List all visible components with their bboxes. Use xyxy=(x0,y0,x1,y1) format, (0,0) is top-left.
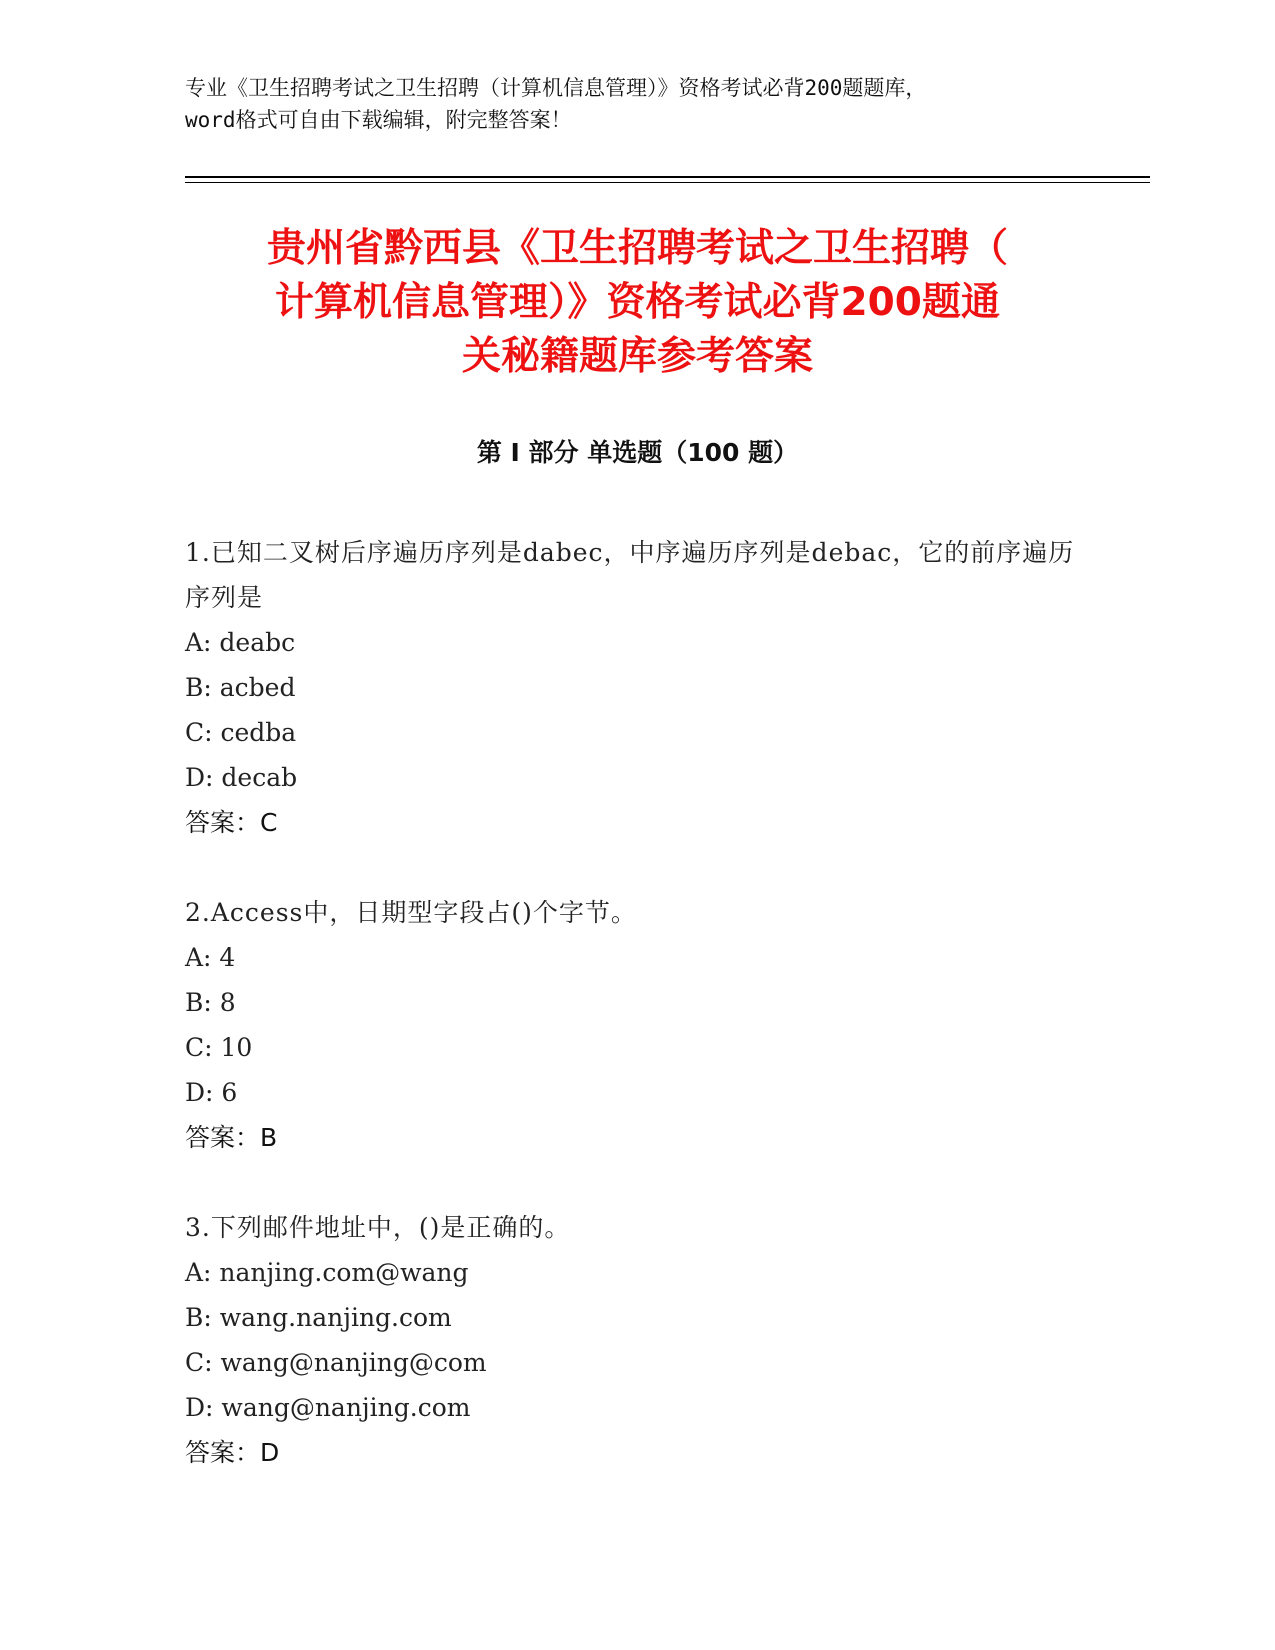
question-1 xyxy=(185,530,1085,845)
answer: 答案：B xyxy=(185,1123,278,1152)
option-a: A: 4 xyxy=(185,943,236,972)
option-d: D: wang@nanjing.com xyxy=(185,1393,471,1422)
document-title-line-1: 贵州省黔西县《卫生招聘考试之卫生招聘（ xyxy=(266,226,1008,271)
answer: 答案：D xyxy=(185,1438,280,1467)
option-b: B: acbed xyxy=(185,673,296,702)
document-title-line-2: 计算机信息管理）》资格考试必背200题通 xyxy=(275,280,1000,325)
question-3 xyxy=(185,1205,1085,1475)
header-divider-thin xyxy=(185,182,1150,183)
option-a: A: nanjing.com@wang xyxy=(185,1258,469,1287)
option-c: C: 10 xyxy=(185,1033,253,1062)
question-2 xyxy=(185,890,1085,1160)
question-list xyxy=(185,530,1085,1520)
header-note xyxy=(185,72,1105,136)
option-c: C: wang@nanjing@com xyxy=(185,1348,487,1377)
answer: 答案：C xyxy=(185,808,278,837)
header-note-line-1: 专业《卫生招聘考试之卫生招聘（计算机信息管理）》资格考试必背200题题库， xyxy=(185,76,927,100)
document-title xyxy=(185,222,1090,384)
question-text: 1.已知二叉树后序遍历序列是dabec，中序遍历序列是debac，它的前序遍历序列是 xyxy=(185,538,1075,612)
header-divider-thick xyxy=(185,176,1150,178)
document-title-line-3: 关秘籍题库参考答案 xyxy=(461,334,813,379)
option-d: D: decab xyxy=(185,763,298,792)
question-text: 3.下列邮件地址中，()是正确的。 xyxy=(185,1213,571,1242)
option-a: A: deabc xyxy=(185,628,296,657)
option-b: B: 8 xyxy=(185,988,236,1017)
option-d: D: 6 xyxy=(185,1078,238,1107)
option-b: B: wang.nanjing.com xyxy=(185,1303,452,1332)
header-note-line-2: word格式可自由下载编辑，附完整答案！ xyxy=(185,108,572,132)
question-text: 2.Access中，日期型字段占()个字节。 xyxy=(185,898,637,927)
option-c: C: cedba xyxy=(185,718,297,747)
section-heading: 第 I 部分 单选题（100 题） xyxy=(476,438,799,467)
